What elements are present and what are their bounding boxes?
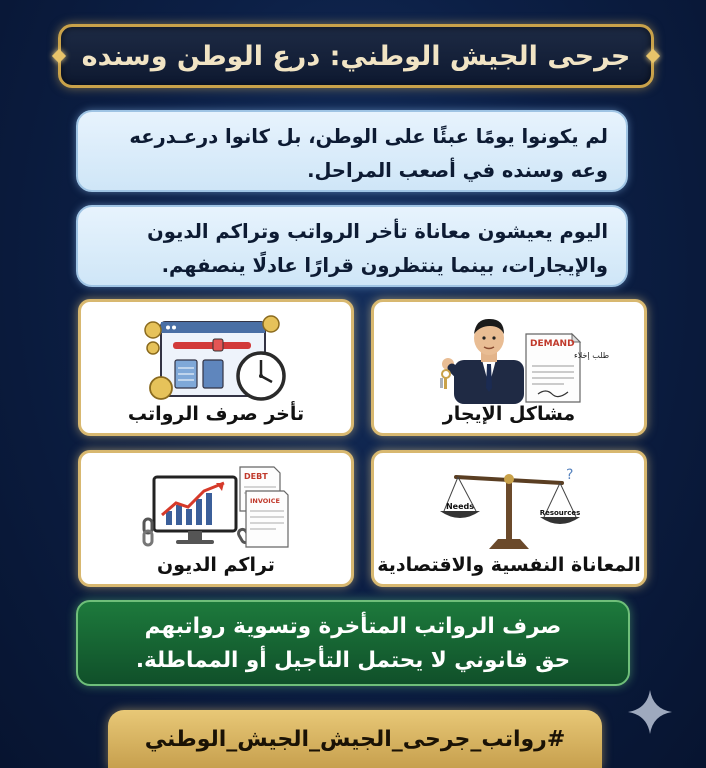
status-text-box <box>76 205 628 287</box>
psych-economic-label: المعاناة النفسية والاقتصادية <box>377 554 641 576</box>
salary-delay-illustration <box>131 308 301 404</box>
title-banner <box>58 24 654 88</box>
debt-doc-title: DEBT <box>244 472 268 481</box>
demand-doc-subtitle: طلب إخلاء <box>574 351 610 360</box>
callout-line-1: صرف الرواتب المتأخرة وتسوية رواتبهم <box>144 614 562 639</box>
question-mark-icon <box>566 467 573 483</box>
clock-icon <box>238 353 284 399</box>
balance-scale-illustration <box>434 459 584 555</box>
debt-document-icon <box>240 467 288 547</box>
debt-accumulation-card <box>78 450 354 587</box>
monitor-chart-icon <box>154 477 236 544</box>
sparkle-icon <box>626 688 674 736</box>
intro-line-2: وعه وسنده في أصعب المراحل. <box>307 159 608 182</box>
hashtag-bar <box>108 710 602 768</box>
eviction-illustration <box>434 308 610 404</box>
svg-text:?: ? <box>566 467 574 483</box>
callout-line-2: حق قانوني لا يحتمل التأجيل أو المماطلة. <box>135 648 571 673</box>
intro-text-box <box>76 110 628 192</box>
demand-document-icon <box>526 334 609 402</box>
debt-accumulation-label: تراكم الديون <box>157 554 275 576</box>
balance-scale-icon <box>440 474 580 549</box>
businessman-icon <box>440 319 524 404</box>
psych-economic-card <box>371 450 647 587</box>
page-title: جرحى الجيش الوطني: درع الوطن وسنده <box>81 40 631 72</box>
intro-line-1: لم يكونوا يومًا عبئًا على الوطن، بل كانوا درعـدرعه <box>129 125 608 148</box>
legal-right-callout <box>76 600 630 686</box>
resources-label: Resources <box>539 509 581 517</box>
rent-problems-label: مشاكل الإيجار <box>442 403 576 425</box>
rent-problems-card <box>371 299 647 436</box>
salary-delay-label: تأخر صرف الرواتب <box>127 403 305 425</box>
debt-illustration <box>136 459 296 555</box>
status-line-2: والإيجارات، بينما ينتظرون قرارًا عادلًا ينصفهم. <box>161 254 608 277</box>
status-line-1: اليوم يعيشون معاناة تأخر الرواتب وتراكم الديون <box>147 220 608 243</box>
needs-label: Needs <box>445 502 475 511</box>
demand-doc-title: DEMAND <box>530 339 575 349</box>
hashtag-text: #رواتب_جرحى_الجيش_الجيش_الوطني <box>144 726 566 752</box>
invoice-doc-title: INVOICE <box>250 497 280 505</box>
salary-delay-card <box>78 299 354 436</box>
